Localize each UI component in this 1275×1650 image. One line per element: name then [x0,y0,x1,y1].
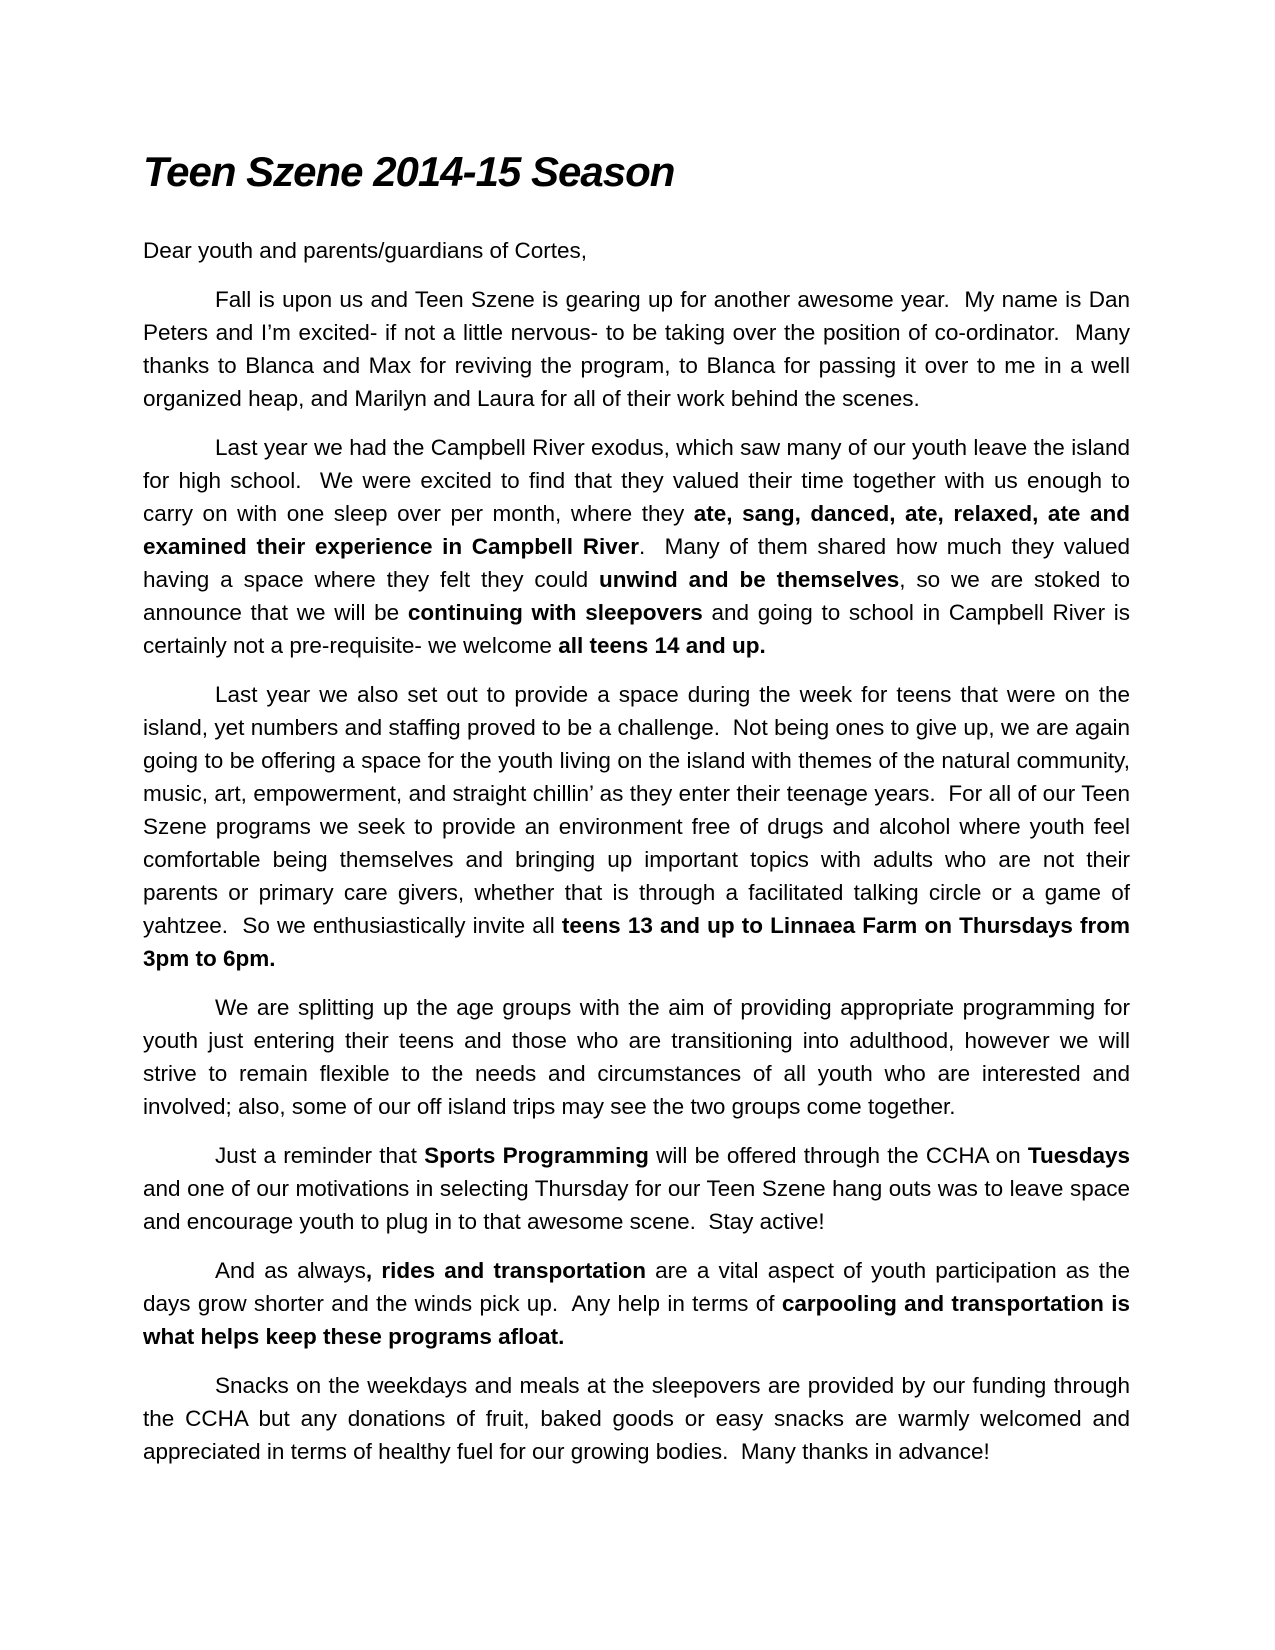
text-run: Sports Programming [424,1143,649,1168]
paragraph [143,283,1137,415]
text-run: , rides and transportation [365,1258,646,1283]
text-run: will be offered through the CCHA on [648,1143,1028,1168]
paragraph [143,678,1137,975]
text-run: Just a reminder that [215,1143,425,1168]
text-run: And as always [215,1258,366,1283]
text-run: , so we are stoked to announce that we will be [143,567,1137,625]
text-run: Tuesdays [1027,1143,1131,1168]
text-run: . Many of them shared how much they valued having a space where they felt they could [143,534,1137,592]
paragraph [143,1139,1137,1238]
text-run: are a vital aspect of youth participation as the days grow shorter and the winds pick up. Any help in terms of [143,1258,1137,1316]
page-title: Teen Szene 2014-15 Season [143,148,675,195]
text-run: and one of our motivations in selecting Thursday for our Teen Szene hang outs was to leave space and encourage youth to plug in to that awesome scene. Stay active! [143,1143,1137,1234]
text-run: We are splitting up the age groups with the aim of providing appropriate programming for youth just entering their teens and those who are transitioning into adulthood, however we will strive to remain flexible to the needs and circumstances of all youth who are interested and involved; also, some of our off island trips may see the two groups come together. [143,995,1137,1119]
text-run: Fall is upon us and Teen Szene is gearing up for another awesome year. My name is Dan Peters and I’m excited- if not a little nervous- to be taking over the position of co-ordinator. Many thanks to Blanca and Max for reviving the program, to Blanca for passing it over to me in a well organized heap, and Marilyn and Laura for all of their work behind the scenes. [143,287,1137,411]
salutation: Dear youth and parents/guardians of Cortes, [143,238,588,263]
paragraph [143,1369,1137,1468]
document-body [143,283,1137,1468]
text-run: and going to school in Campbell River is certainly not a pre-requisite- we welcome [143,600,1137,658]
paragraph [143,991,1137,1123]
text-run: Last year we also set out to provide a space during the week for teens that were on the island, yet numbers and staffing proved to be a challenge. Not being ones to give up, we are again going to be offering a space for the youth living on the island with themes of the natural community, music, art, empowerment, and straight chillin’ as they enter their teenage years. For all of our Teen Szene programs we seek to provide an environment free of drugs and alcohol where youth feel comfortable being themselves and bringing up important topics with adults who are not their parents or primary care givers, whether that is through a facilitated talking circle or a game of yahtzee. So we enthusiastically invite all [143,682,1137,938]
text-run: Snacks on the weekdays and meals at the sleepovers are provided by our funding through the CCHA but any donations of fruit, baked goods or easy snacks are warmly welcomed and appreciated in terms of healthy fuel for our growing bodies. Many thanks in advance! [143,1373,1137,1464]
text-run: continuing with sleepovers [407,600,703,625]
text-run: unwind and be themselves [599,567,900,592]
text-run: carpooling and transportation is what helps keep these programs afloat. [143,1291,1137,1349]
text-run: teens 13 and up to Linnaea Farm on Thursdays from 3pm to 6pm. [143,913,1137,971]
paragraph [143,431,1137,662]
text-run: Last year we had the Campbell River exodus, which saw many of our youth leave the island for high school. We were excited to find that they valued their time together with us enough to carry on with one sleep over per month, where they [143,435,1137,526]
text-run: all teens 14 and up. [558,633,766,658]
text-run: ate, sang, danced, ate, relaxed, ate and examined their experience in Campbell River [143,501,1137,559]
paragraph [143,1254,1137,1353]
